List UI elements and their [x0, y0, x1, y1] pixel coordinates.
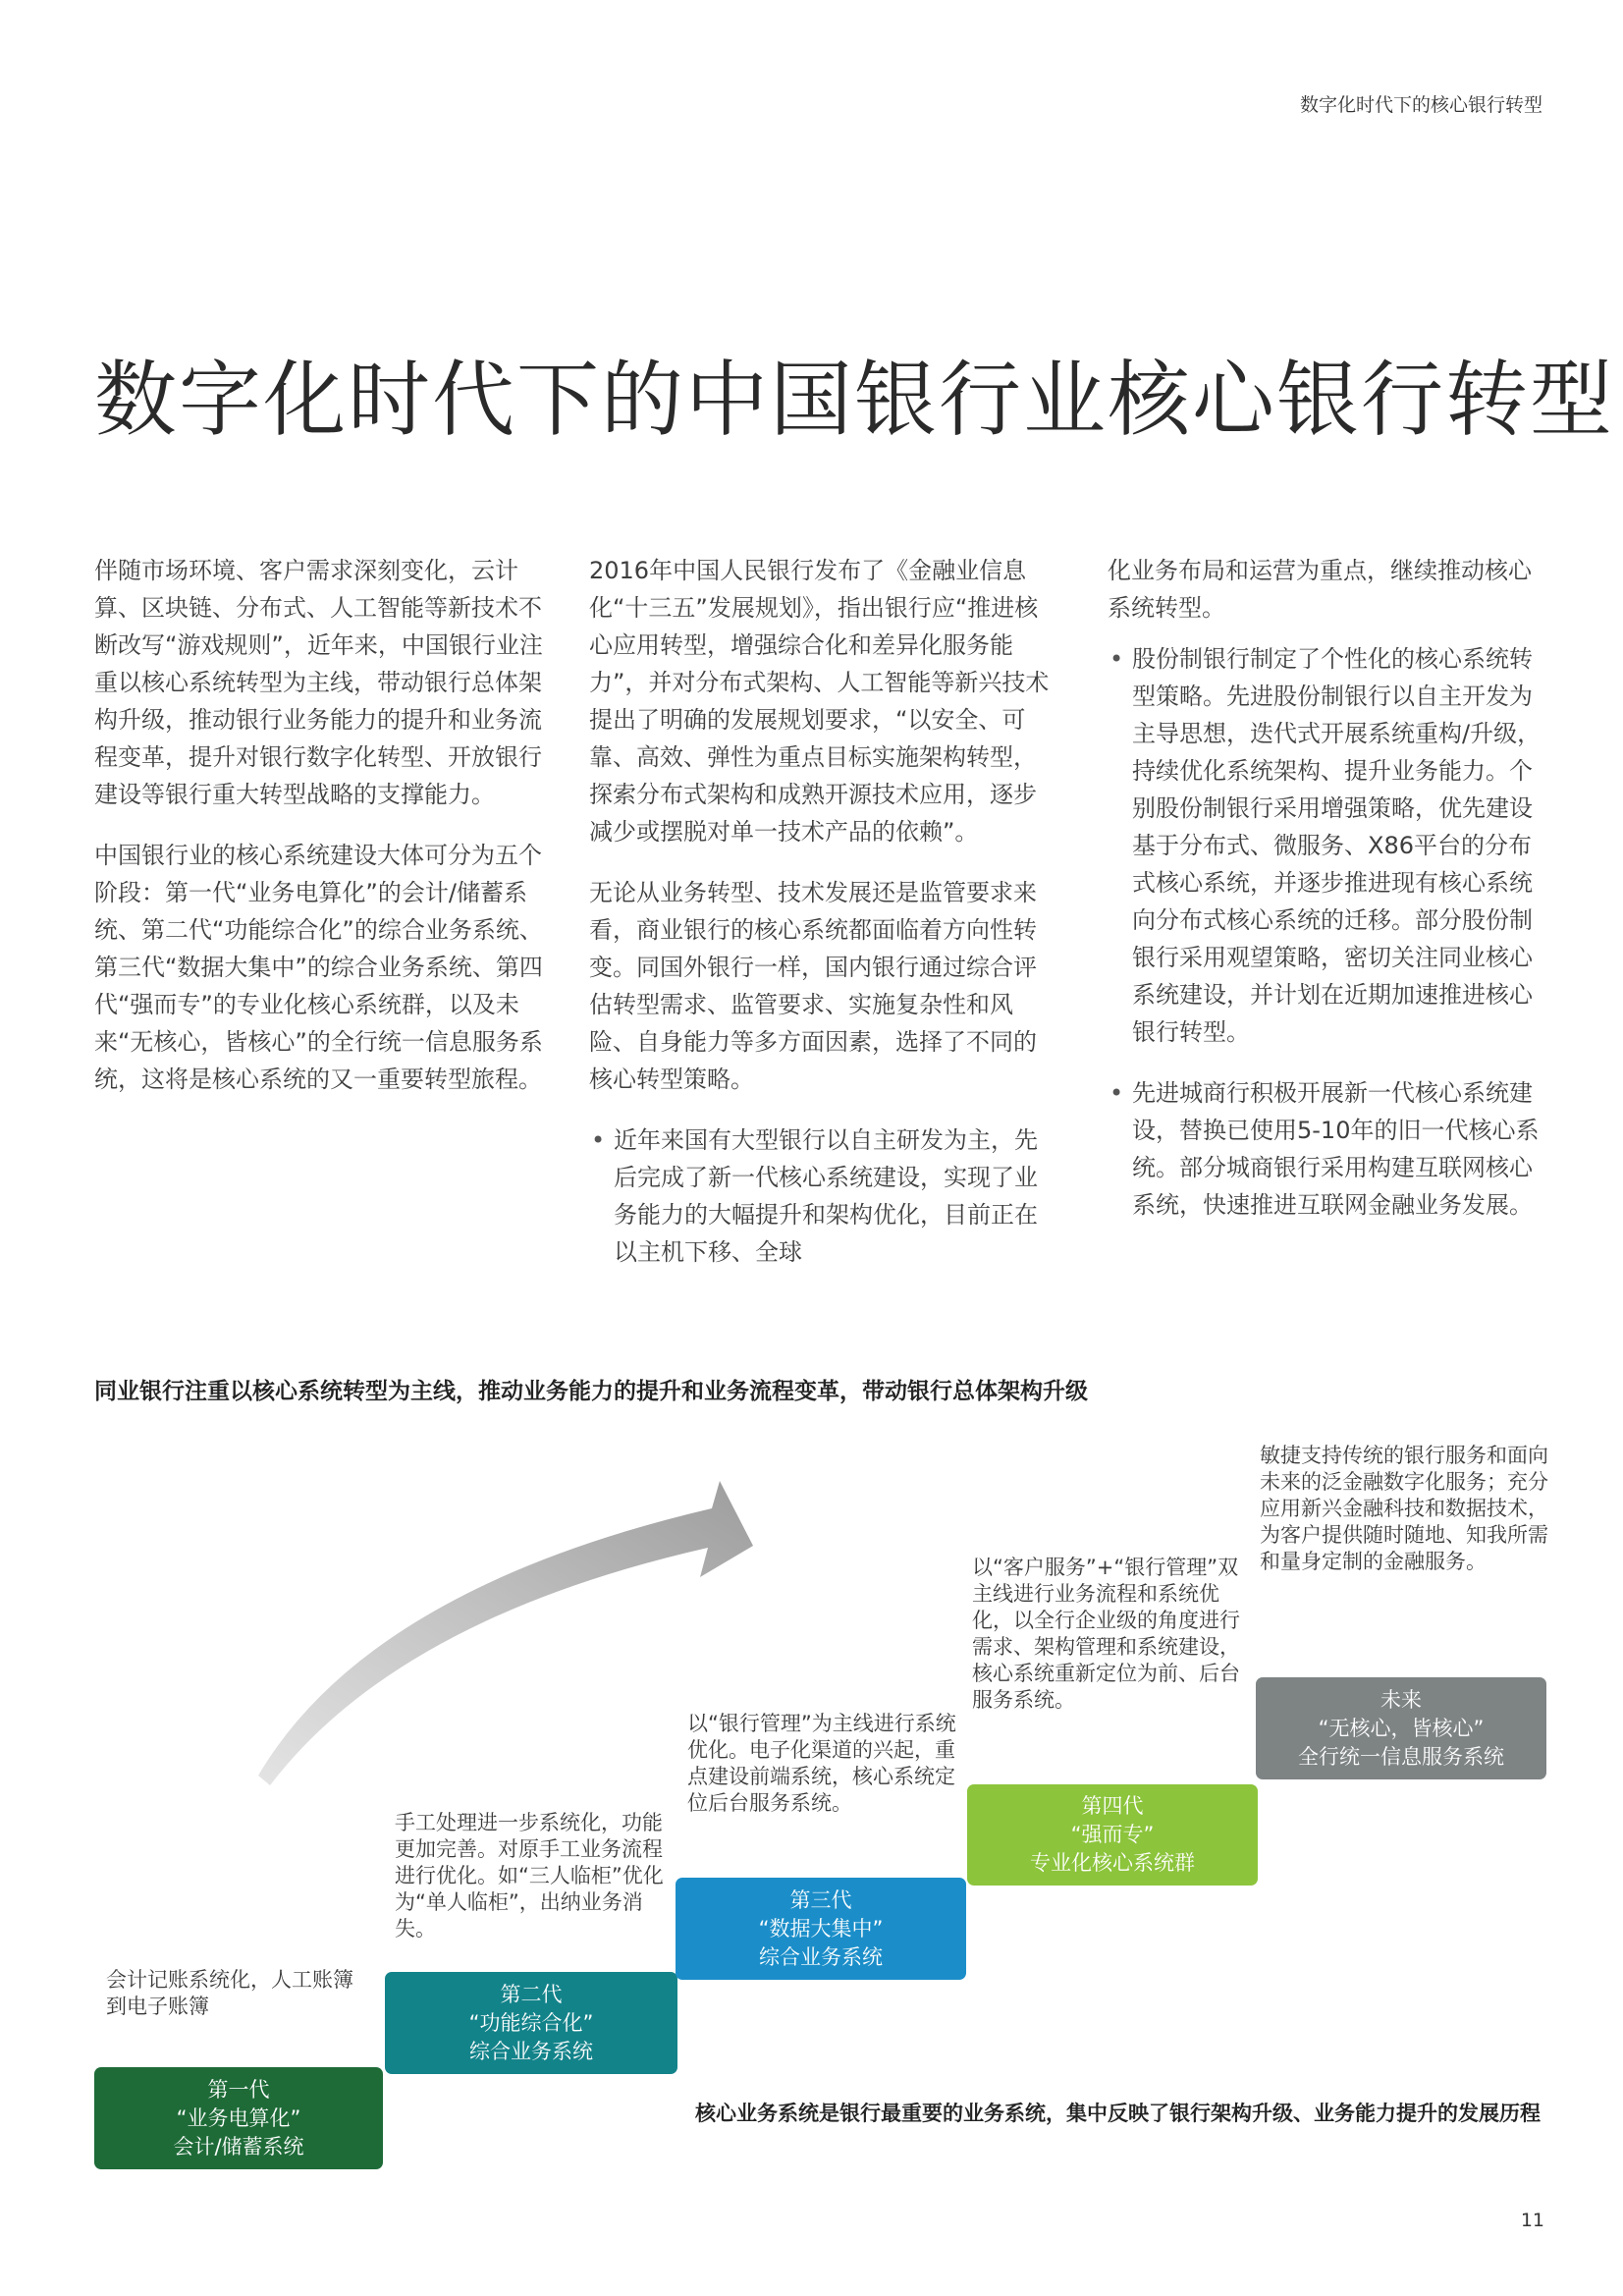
stage-theme: “无核心，皆核心”: [1318, 1716, 1485, 1740]
paragraph: 无论从业务转型、技术发展还是监管要求来看，商业银行的核心系统都面临着方向性转变。同国外银行一样，国内银行通过综合评估转型需求、监管要求、实施复杂性和风险、自身能力等多方面因素，选择了不同的核心转型策略。: [589, 879, 1037, 1093]
stage-description-future: 敏捷支持传统的银行服务和面向未来的泛金融数字化服务；充分应用新兴金融科技和数据技术，为客户提供随时随地、知我所需和量身定制的金融服务。: [1260, 1444, 1548, 1573]
page-number: 11: [1520, 2210, 1544, 2231]
bullet-item: • 先进城商行积极开展新一代核心系统建设，替换已使用5-10年的旧一代核心系统。部分城商银行采用构建互联网核心系统，快速推进互联网金融业务发展。: [1108, 1074, 1549, 1224]
stage-system: 专业化核心系统群: [1030, 1851, 1195, 1875]
stage-name: 第一代: [207, 2077, 270, 2102]
stage-description-gen4: 以“客户服务”+“银行管理”双主线进行业务流程和系统优化，以全行企业级的角度进行需求、架构管理和系统建设，核心系统重新定位为前、后台服务系统。: [972, 1556, 1240, 1712]
text-column-1: [94, 552, 546, 1121]
stage-system: 综合业务系统: [759, 1944, 883, 1969]
stage-system: 综合业务系统: [469, 2039, 593, 2063]
stage-description-gen3: 以“银行管理”为主线进行系统优化。电子化渠道的兴起，重点建设前端系统，核心系统定位后台服务系统。: [687, 1712, 956, 1815]
stage-theme: “业务电算化”: [176, 2105, 301, 2130]
stage-name: 第四代: [1081, 1794, 1144, 1818]
bullet-item: • 近年来国有大型银行以自主研发为主，先后完成了新一代核心系统建设，实现了业务能力的大幅提升和架构优化，目前正在以主机下移、全球: [589, 1121, 1051, 1271]
stage-system: 会计/储蓄系统: [173, 2134, 304, 2159]
stage-name: 第三代: [789, 1887, 852, 1912]
text-column-3: [1108, 552, 1549, 1247]
running-header: 数字化时代下的核心银行转型: [1299, 94, 1542, 116]
paragraph: 2016年中国人民银行发布了《金融业信息化“十三五”发展规划》，指出银行应“推进核心应用转型，增强综合化和差异化服务能力”，并对分布式架构、人工智能等新兴技术提出了明确的发展规划要求，“以安全、可靠、高效、弹性为重点目标实施架构转型，探索分布式架构和成熟开源技术应用，逐步减少或摆脱对单一技术产品的依赖”。: [589, 557, 1050, 846]
stage-box-gen2: [385, 1972, 677, 2074]
bullet-list: [1108, 640, 1549, 1224]
stage-box-gen4: [967, 1784, 1258, 1886]
bullet-item: • 股份制银行制定了个性化的核心系统转型策略。先进股份制银行以自主开发为主导思想，迭代式开展系统重构/升级，持续优化系统架构、提升业务能力。个别股份制银行采用增强策略，优先建设基于分布式、微服务、X86平台的分布式核心系统，并逐步推进现有核心系统向分布式核心系统的迁移。部分股份制银行采用观望策略，密切关注同业核心系统建设，并计划在近期加速推进核心银行转型。: [1108, 640, 1549, 1051]
stage-system: 全行统一信息服务系统: [1298, 1744, 1504, 1769]
stage-description-gen2: 手工处理进一步系统化，功能更加完善。对原手工业务流程进行优化。如“三人临柜”优化为“单人临柜”，出纳业务消失。: [395, 1811, 664, 1941]
figure-heading: 同业银行注重以核心系统转型为主线，推动业务能力的提升和业务流程变革，带动银行总体架构升级: [94, 1379, 1088, 1404]
stage-description-gen1: 会计记账系统化，人工账簿到电子账簿: [106, 1968, 353, 2018]
stage-theme: “强而专”: [1070, 1823, 1155, 1846]
stage-box-gen3: [676, 1878, 966, 1980]
stage-theme: “功能综合化”: [468, 2010, 594, 2035]
stage-name: 第二代: [500, 1982, 563, 2006]
stage-box-gen1: [94, 2067, 383, 2169]
paragraph: 伴随市场环境、客户需求深刻变化，云计算、区块链、分布式、人工智能等新技术不断改写“游戏规则”，近年来，中国银行业注重以核心系统转型为主线，带动银行总体架构升级，推动银行业务能力的提升和业务流程变革，提升对银行数字化转型、开放银行建设等银行重大转型战略的支撑能力。: [94, 557, 543, 808]
growth-arrow-icon: [250, 1451, 761, 1805]
stage-theme: “数据大集中”: [758, 1916, 884, 1941]
page-title: 数字化时代下的中国银行业核心银行转型: [94, 352, 1615, 448]
paragraph-continuation: 化业务布局和运营为重点，继续推动核心系统转型。: [1108, 557, 1532, 622]
paragraph: 中国银行业的核心系统建设大体可分为五个阶段：第一代“业务电算化”的会计/储蓄系统、第二代“功能综合化”的综合业务系统、第三代“数据大集中”的综合业务系统、第四代“强而专”的专业化核心系统群，以及未来“无核心，皆核心”的全行统一信息服务系统，这将是核心系统的又一重要转型旅程。: [94, 842, 543, 1093]
figure-caption: 核心业务系统是银行最重要的业务系统，集中反映了银行架构升级、业务能力提升的发展历程: [695, 2102, 1541, 2125]
stage-name: 未来: [1380, 1687, 1422, 1712]
text-column-2: [589, 552, 1051, 1294]
stage-box-future: [1256, 1677, 1546, 1779]
bullet-list: [589, 1121, 1051, 1271]
